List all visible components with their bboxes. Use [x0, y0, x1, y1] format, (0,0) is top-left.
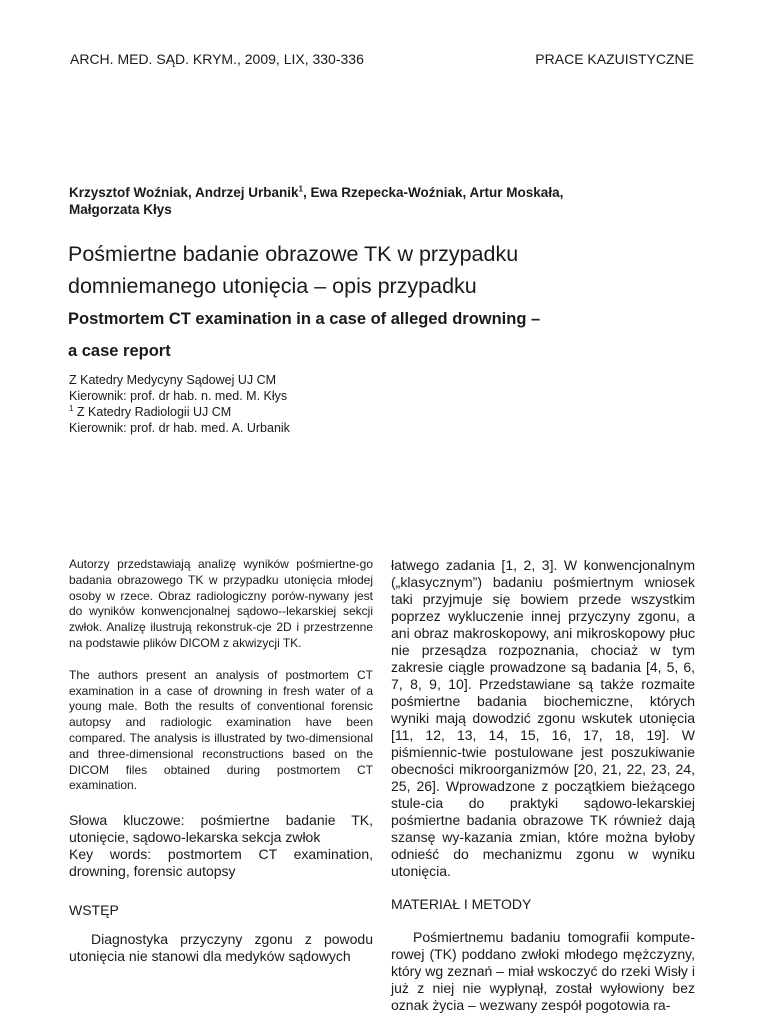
title-english-line-1: Postmortem CT examination in a case of alleged drowning – [68, 310, 541, 328]
affiliation-dept-2-line [69, 404, 469, 420]
author-affiliation-marker: 1 [298, 184, 303, 194]
affiliations [69, 372, 469, 436]
journal-reference: ARCH. MED. SĄD. KRYM., 2009, LIX, 330-336 [70, 51, 364, 67]
title-english [68, 303, 708, 367]
title-polish [68, 238, 708, 302]
affiliation-dept-2: Z Katedry Radiologii UJ CM [73, 405, 232, 419]
affiliation-marker: 1 [69, 403, 74, 413]
title-english-line-2: a case report [68, 342, 171, 360]
introduction-paragraph: Diagnostyka przyczyny zgonu z powodu utonięcia nie stanowi dla medyków sądowych [69, 931, 373, 965]
left-column [69, 557, 373, 965]
section-heading-methods: MATERIAŁ I METODY [391, 896, 532, 912]
abstract-english: The authors present an analysis of postmortem CT examination in a case of drowning in fresh water of a young male. Both the results of conventional forensic autopsy and radiologic examination have been compared. The analysis is illustrated by two-dimensional and three-dimensional reconstructions based on the DICOM files obtained during postmortem CT examination. [69, 667, 373, 793]
affiliation-head-2: Kierownik: prof. dr hab. med. A. Urbanik [69, 421, 290, 435]
authors-part-a: Krzysztof Woźniak, Andrzej Urbanik [69, 185, 299, 200]
author-list [69, 184, 709, 218]
authors-part-b: , Ewa Rzepecka-Woźniak, Artur Moskała, [303, 185, 564, 200]
title-polish-line-1: Pośmiertne badanie obrazowe TK w przypadku [68, 242, 519, 266]
keywords [69, 812, 373, 880]
methods-paragraph: Pośmiertnemu badaniu tomografii kompute-rowej (TK) poddano zwłoki młodego mężczyzny, który wg zeznań – miał wskoczyć do rzeki Wisły i już z niej nie wypłynął, został wyłowiony bez oznak życia – wezwany zespół pogotowia ra- [391, 929, 695, 1013]
author-line-1 [69, 184, 709, 201]
title-polish-line-2: domniemanego utonięcia – opis przypadku [68, 274, 477, 298]
introduction-continued-paragraph: łatwego zadania [1, 2, 3]. W konwencjonalnym („klasycznym”) badaniu pośmiertnym wniosek taki przyjmuje się bowiem przede wszystkim poprzez wykluczenie innej przyczyny zgonu, a ani obraz makroskopowy, ani mikroskopowy płuc nie przesądza rozpoznania, chociaż w tym zakresie ciągle prowadzone są badania [4, 5, 6, 7, 8, 9, 10]. Przedstawiane są także rozmaite pośmiertne badania biochemiczne, których wyniki mają dowodzić zgonu wskutek utonięcia [11, 12, 13, 14, 15, 16, 17, 18, 19]. W piśmiennic-twie postulowane jest poszukiwanie obecności mikroorganizmów [20, 21, 22, 23, 24, 25, 26]. Wprowadzone z początkiem bieżącego stule-cia do praktyki sądowo-lekarskiej pośmiertne badania obrazowe TK również dają szansę wy-kazania zmian, które można byłoby odnieść do mechanizmu zgonu w wyniku utonięcia. [391, 557, 695, 879]
keywords-polish: Słowa kluczowe: pośmiertne badanie TK, utonięcie, sądowo-lekarska sekcja zwłok [69, 812, 373, 846]
section-heading-introduction: WSTĘP [69, 902, 119, 919]
article-section-label: PRACE KAZUISTYCZNE [535, 51, 694, 67]
affiliation-head-1: Kierownik: prof. dr hab. n. med. M. Kłys [69, 389, 288, 403]
author-line-2: Małgorzata Kłys [69, 202, 172, 217]
abstract-polish: Autorzy przedstawiają analizę wyników pośmiertne-go badania obrazowego TK w przypadku utonięcia młodej osoby w rzece. Obraz radiologiczny porów-nywany jest do wyników konwencjonalnej sądowo--lekarskiej sekcji zwłok. Analizę ilustrują rekonstruk-cje 2D i przestrzenne na podstawie plików DICOM z akwizycji TK. [69, 557, 373, 650]
right-column [391, 557, 695, 1014]
affiliation-dept-1: Z Katedry Medycyny Sądowej UJ CM [69, 373, 277, 387]
keywords-english: Key words: postmortem CT examination, drowning, forensic autopsy [69, 846, 373, 880]
